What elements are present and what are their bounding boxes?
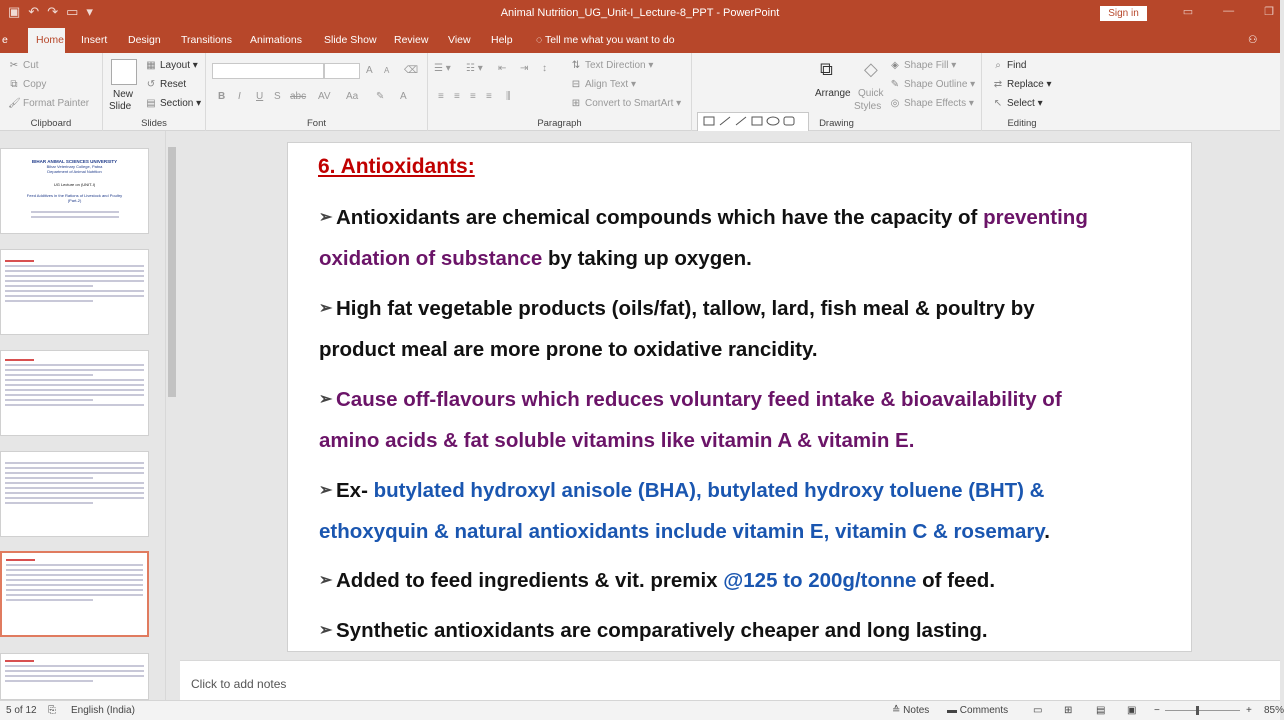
line-spacing-icon[interactable]: ↕ — [542, 63, 547, 74]
align-text-icon: ⊟ — [571, 79, 581, 90]
slide-thumbnail-selected[interactable] — [0, 551, 149, 637]
quick-styles-label[interactable]: Styles — [854, 101, 882, 112]
align-center-icon[interactable]: ≡ — [454, 91, 460, 102]
quick-styles-icon[interactable]: ◇ — [864, 59, 878, 79]
person-icon: ⚇ — [1248, 34, 1258, 46]
char-spacing-button[interactable]: AV — [318, 91, 331, 102]
text-direction-icon: ⇅ — [571, 60, 581, 71]
paint-bucket-icon: ◈ — [891, 60, 899, 71]
layout-button[interactable]: ▦ Layout ▾ — [146, 60, 198, 71]
notes-toggle[interactable]: ≙ Notes — [892, 705, 930, 716]
comments-toggle[interactable]: ▬ Comments — [947, 705, 1009, 716]
shape-fill-button[interactable]: ◈ Shape Fill ▾ — [889, 60, 956, 71]
reading-view-icon[interactable]: ▤ — [1096, 705, 1106, 716]
font-group — [206, 53, 428, 131]
font-color-button[interactable]: A — [400, 91, 407, 102]
tell-me-search[interactable]: ◌ Tell me what you want to do — [536, 34, 675, 46]
paragraph-group — [428, 53, 692, 131]
change-case-button[interactable]: Aa — [346, 91, 359, 102]
align-text-button[interactable]: ⊟ Align Text ▾ — [571, 79, 636, 90]
strikethrough-button[interactable]: abc — [290, 91, 307, 102]
cursor-icon: ↖ — [993, 98, 1003, 109]
slide-thumbnail[interactable] — [0, 148, 149, 234]
thumb1-line: Bihar Veterinary College, Patna — [46, 164, 103, 169]
copy-icon: ⧉ — [10, 79, 18, 90]
arrange-icon[interactable]: ⧉ — [820, 59, 833, 79]
align-right-icon[interactable]: ≡ — [470, 91, 476, 102]
zoom-slider[interactable] — [1165, 710, 1240, 711]
convert-smartart-button[interactable]: ⊞ Convert to SmartArt ▾ — [571, 98, 682, 109]
highlight-icon[interactable]: ✎ — [376, 91, 385, 102]
clipboard-group — [0, 53, 103, 131]
notes-pane[interactable] — [180, 660, 1280, 700]
notes-placeholder[interactable]: Click to add notes — [191, 677, 287, 691]
slide-thumbnail[interactable] — [0, 653, 149, 700]
replace-icon: ⇄ — [993, 79, 1003, 90]
save-icon[interactable]: ▣ — [8, 4, 21, 19]
decrease-indent-icon[interactable]: ⇤ — [498, 63, 507, 74]
current-slide[interactable] — [287, 142, 1192, 652]
arrow-bullet-icon: ➢ — [319, 391, 333, 408]
scrollbar-thumb[interactable] — [168, 147, 176, 397]
bold-button[interactable]: B — [218, 91, 226, 102]
justify-icon[interactable]: ≡ — [486, 91, 492, 102]
italic-button[interactable]: I — [238, 91, 241, 102]
bullet-2[interactable]: ➢ High fat vegetable products (oils/fat), tallow, lard, fish meal & poultry by product meal are more prone to oxidative rancidity. — [319, 288, 1167, 370]
tab-transitions[interactable]: Transitions — [181, 34, 232, 46]
thumb1-line: UG Lecture on (UNIT-I) — [53, 182, 96, 187]
redo-icon[interactable]: ↷ — [47, 4, 59, 19]
slide-thumbnails-pane — [0, 131, 180, 700]
pen-icon: ✎ — [890, 79, 900, 90]
replace-button[interactable]: ⇄ Replace ▾ — [993, 79, 1052, 90]
arrow-bullet-icon: ➢ — [319, 300, 333, 317]
ribbon — [0, 53, 1280, 131]
status-bar — [0, 700, 1284, 720]
bullet-5[interactable]: ➢ Added to feed ingredients & vit. premix @125 to 200g/tonne of feed. — [319, 560, 1167, 601]
shape-outline-button[interactable]: ✎ Shape Outline ▾ — [890, 79, 976, 90]
ribbon-display-icon[interactable]: ▭ — [1182, 6, 1194, 18]
format-painter-button[interactable]: 🖌 Format Painter — [8, 98, 90, 109]
tab-design[interactable]: Design — [128, 34, 161, 46]
slides-label: Slides — [141, 118, 167, 129]
arrow-bullet-icon: ➢ — [319, 482, 333, 499]
slide-thumbnail[interactable] — [0, 249, 149, 335]
tab-help[interactable]: Help — [491, 34, 513, 46]
lightbulb-icon: ◌ — [536, 34, 545, 46]
drawing-label: Drawing — [819, 118, 854, 129]
columns-icon[interactable]: ⫼ — [506, 91, 511, 102]
zoom-slider-thumb[interactable] — [1196, 706, 1199, 715]
cut-button[interactable]: ✂ Cut — [9, 60, 39, 71]
slide-thumbnail[interactable] — [0, 350, 149, 436]
brush-icon: 🖌 — [8, 98, 21, 109]
undo-icon[interactable]: ↶ — [28, 4, 40, 19]
bullet-3[interactable]: ➢ Cause off-flavours which reduces voluntary feed intake & bioavailability of amino acids & fat soluble vitamins like vitamin A & vitamin E. — [319, 379, 1167, 461]
arrow-bullet-icon: ➢ — [319, 622, 333, 639]
language-indicator[interactable]: English (India) — [71, 705, 135, 716]
slide-position: 5 of 12 — [6, 705, 37, 716]
thumb1-line: Feed Additives in the Rations of Livestock and Poultry — [26, 193, 123, 198]
tab-review[interactable]: Review — [394, 34, 429, 46]
numbering-icon[interactable]: ☷ ▾ — [466, 63, 483, 74]
tab-insert[interactable]: Insert — [81, 34, 108, 46]
notes-icon: ≙ — [892, 705, 904, 716]
zoom-out-icon[interactable]: − — [1154, 705, 1160, 716]
new-slide-button[interactable]: New — [113, 89, 134, 100]
increase-indent-icon[interactable]: ⇥ — [520, 63, 529, 74]
select-button[interactable]: ↖ Select ▾ — [993, 98, 1043, 109]
smartart-icon: ⊞ — [571, 98, 581, 109]
reset-button[interactable]: ↺ Reset — [146, 79, 187, 90]
accessibility-icon[interactable]: ⎘ — [48, 705, 56, 716]
scissors-icon: ✂ — [9, 60, 19, 71]
thumb1-line: BIHAR ANIMAL SCIENCES UNIVERSITY — [31, 159, 118, 164]
customize-qat-icon[interactable]: ▾ — [86, 4, 93, 19]
presentation-icon[interactable]: ▭ — [66, 4, 79, 19]
slide-title[interactable]: 6. Antioxidants: — [318, 155, 475, 178]
tab-animations[interactable]: Animations — [250, 34, 302, 46]
title-bar — [0, 0, 1280, 28]
arrow-bullet-icon: ➢ — [319, 209, 333, 226]
slide-sorter-icon[interactable]: ⊞ — [1064, 705, 1073, 716]
shrink-font-button[interactable]: A — [384, 66, 390, 75]
tab-file[interactable]: e — [2, 34, 8, 46]
bullet-1[interactable]: ➢ Antioxidants are chemical compounds which have the capacity of preventing oxidation of substance by taking up oxygen. — [319, 197, 1167, 279]
bullet-4[interactable]: ➢ Ex- butylated hydroxyl anisole (BHA), butylated hydroxy toluene (BHT) & ethoxyquin & natural antioxidants include vitamin E, vitamin C & rosemary. — [319, 470, 1167, 552]
section-icon: ▤ — [146, 98, 156, 109]
search-icon: ⌕ — [995, 60, 1001, 71]
slides-group — [103, 53, 206, 131]
minimize-icon[interactable]: — — [1223, 5, 1235, 17]
paragraph-label: Paragraph — [537, 118, 582, 129]
clipboard-label: Clipboard — [30, 118, 72, 129]
copy-button[interactable]: ⧉ Copy — [8, 79, 46, 90]
tab-home[interactable]: Home — [28, 28, 65, 53]
section-button[interactable]: ▤ Section ▾ — [146, 98, 202, 109]
zoom-level[interactable]: 85% — [1264, 705, 1284, 716]
find-button[interactable]: ⌕ Find — [992, 60, 1026, 71]
text-direction-button[interactable]: ⇅ Text Direction ▾ — [571, 60, 654, 71]
sign-in-button[interactable]: Sign in — [1100, 6, 1147, 21]
slide-thumbnail[interactable] — [0, 451, 149, 537]
grow-font-button[interactable]: A — [366, 65, 373, 76]
font-name-input[interactable] — [212, 63, 324, 79]
editing-group — [982, 53, 1062, 131]
shape-effects-button[interactable]: ◎ Shape Effects ▾ — [890, 98, 974, 109]
reset-icon: ↺ — [146, 79, 156, 90]
arrange-button[interactable]: Arrange — [815, 88, 851, 99]
window-title: Animal Nutrition_UG_Unit-I_Lecture-8_PPT - PowerPoint — [500, 7, 780, 19]
tab-slide-show[interactable]: Slide Show — [324, 34, 377, 46]
clear-format-icon[interactable]: ⌫ — [404, 65, 419, 76]
thumb1-line: (Part-2) — [67, 198, 82, 203]
normal-view-icon[interactable]: ▭ — [1033, 705, 1043, 716]
shadow-button[interactable]: S — [274, 91, 281, 102]
layout-icon: ▦ — [146, 60, 156, 71]
font-size-input[interactable] — [324, 63, 360, 79]
comment-icon: ▬ — [947, 705, 960, 716]
slideshow-view-icon[interactable]: ▣ — [1127, 705, 1137, 716]
arrow-bullet-icon: ➢ — [319, 572, 333, 589]
effects-icon: ◎ — [890, 98, 900, 109]
underline-button[interactable]: U — [256, 91, 264, 102]
quick-styles-button[interactable]: Quick — [858, 88, 884, 99]
bullet-6[interactable]: ➢ Synthetic antioxidants are comparatively cheaper and long lasting. — [319, 610, 1167, 651]
font-label: Font — [306, 118, 326, 129]
new-slide-button-label[interactable]: Slide — [109, 101, 132, 112]
thumbnails-scrollbar[interactable] — [165, 131, 178, 700]
share-button[interactable] — [1240, 28, 1280, 53]
editing-label: Editing — [1007, 118, 1037, 129]
ribbon-tabs — [0, 28, 1280, 53]
tab-view[interactable]: View — [448, 34, 471, 46]
restore-icon[interactable]: ❐ — [1264, 6, 1274, 18]
bullets-icon[interactable]: ☰ ▾ — [434, 63, 451, 74]
new-slide-icon[interactable] — [111, 59, 137, 85]
zoom-in-icon[interactable]: + — [1246, 705, 1252, 716]
thumb1-line: Department of Animal Nutrition — [47, 169, 102, 174]
align-left-icon[interactable]: ≡ — [438, 91, 444, 102]
